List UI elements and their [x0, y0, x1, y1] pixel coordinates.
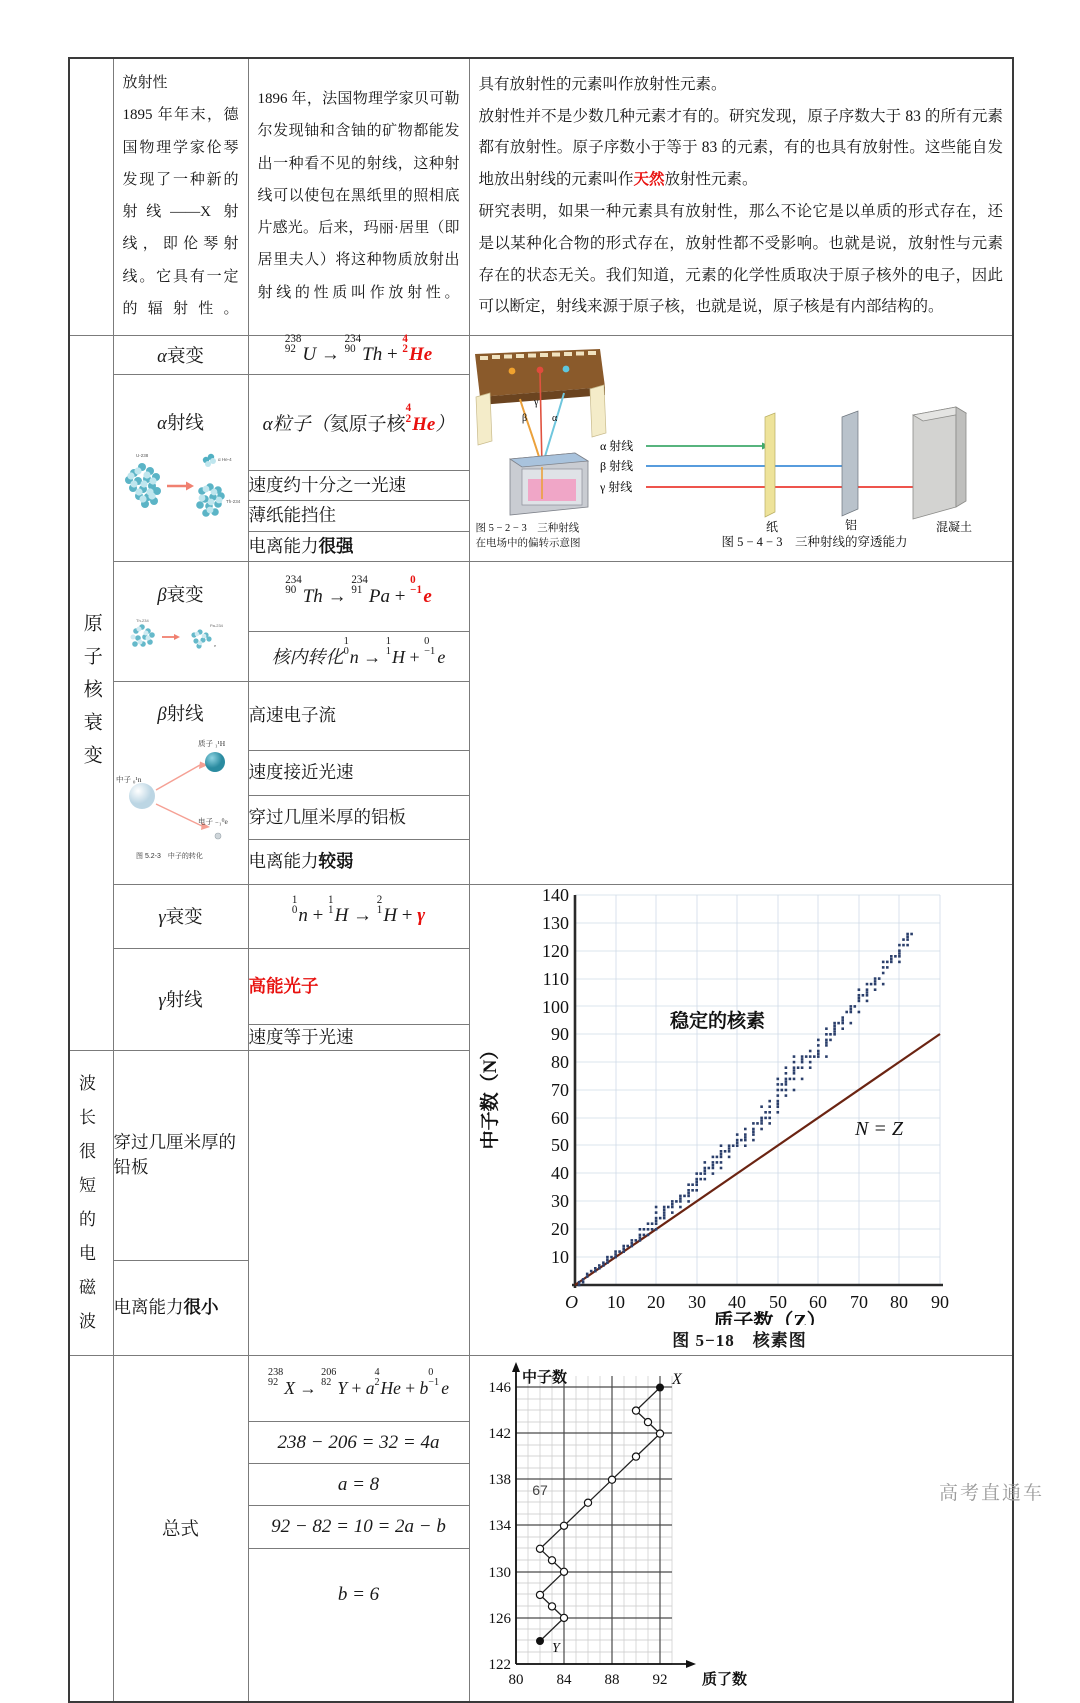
beta-conversion-equation: 核内转化 1 0 n → 1 1 H + 0 −1 e	[271, 636, 446, 668]
origin-label: O	[564, 1291, 578, 1312]
cell-gamma-ray-label	[113, 949, 248, 1051]
svg-text:50: 50	[768, 1291, 787, 1312]
cell-alpha-decay-label	[113, 336, 248, 375]
cell-beta-ray-label	[113, 681, 248, 884]
svg-text:10: 10	[606, 1291, 625, 1312]
total-step-2: a = 8	[248, 1464, 469, 1506]
decay-chart-svg	[476, 1356, 776, 1696]
gamma-photon: 高能光子	[248, 949, 469, 1025]
svg-text:134: 134	[488, 1517, 511, 1534]
svg-text:60: 60	[808, 1291, 827, 1312]
cell-alpha-particle	[248, 375, 469, 471]
beta-penetration: 穿过几厘米厚的铝板	[248, 795, 469, 840]
nuclide-chart-svg	[470, 885, 1010, 1325]
total-equation: 238 92 X → 206 82 Y + a 4 2 He + b 0 −1 e	[268, 1367, 449, 1398]
radioactivity-para-2	[479, 101, 1004, 196]
gamma-ionization: 电离能力很小	[113, 1260, 248, 1355]
beta-ionization: 电离能力较弱	[248, 840, 469, 885]
gamma-decay-equation: 1 0 n + 1 1 H → 2 1 H + γ	[291, 893, 426, 927]
svg-text:88: 88	[604, 1671, 619, 1688]
beta-ray-illustration	[114, 732, 248, 871]
beta-speed: 速度接近光速	[248, 751, 469, 796]
svg-text:60: 60	[550, 1107, 569, 1128]
radioactivity-para-1: 具有放射性的元素叫作放射性元素。	[478, 75, 727, 93]
page-number: 67	[532, 1482, 548, 1498]
decay-xlabel: 质了数	[701, 1671, 747, 1688]
decay-ylabel: 中子数	[521, 1369, 567, 1386]
penetration-caption: 图 5 − 4 − 3 三种射线的穿透能力	[721, 534, 908, 549]
para2-pre: 放射性并不是少数几种元素才有的。研究发现，原子序数大于 83 的所有元素都有放射性。原子序数小于等于 83 的元素，有的也具有放射性。这些能自发地放出射线的元素叫作	[478, 107, 1003, 189]
table-row-beta-decay-1	[69, 562, 1013, 632]
alpha-shielding: 薄纸能挡住	[248, 501, 469, 531]
svg-text:146: 146	[488, 1379, 511, 1396]
cell-vertical-heading	[69, 336, 113, 1051]
gamma-speed: 速度等于光速	[248, 1024, 469, 1050]
svg-text:e: e	[213, 642, 216, 648]
svg-text:γ: γ	[533, 396, 538, 408]
rays-svg	[470, 349, 1010, 549]
natural-highlight: 天然	[633, 171, 665, 189]
svg-text:U-238: U-238	[135, 452, 148, 458]
cell-radioactivity-left	[113, 58, 248, 336]
beta-decay-illustration	[114, 613, 248, 668]
alpha-decay-label: α衰变	[157, 347, 204, 367]
label-Y: Y	[551, 1640, 560, 1656]
cell-nuclide-chart	[469, 884, 1013, 1355]
table-row-radioactivity	[69, 58, 1013, 336]
svg-text:100: 100	[541, 996, 569, 1017]
cell-total-equation	[248, 1355, 469, 1421]
svg-text:中子 ₀¹n: 中子 ₀¹n	[115, 775, 141, 785]
svg-text:铝: 铝	[844, 517, 857, 532]
table-row-alpha-decay	[69, 336, 1013, 375]
decay-path-chart	[476, 1356, 776, 1701]
beta-decay-svg	[114, 613, 247, 663]
nuclide-chart	[470, 885, 1010, 1355]
svg-text:纸: 纸	[765, 519, 778, 534]
svg-text:30: 30	[687, 1291, 706, 1312]
svg-text:质子 ₁¹H: 质子 ₁¹H	[197, 739, 225, 749]
alpha-particle-text: α粒子（氦原子核 4 2 He）	[262, 402, 455, 435]
svg-text:20: 20	[646, 1291, 665, 1312]
table-row-total-1	[69, 1355, 1013, 1421]
cell-alpha-ray-label	[113, 375, 248, 562]
svg-text:90: 90	[550, 1023, 569, 1044]
radioactivity-middle-paragraph: 1896 年，法国物理学家贝可勒尔发现铀和含铀的矿物都能发出一种看不见的射线，这种射线可以使包在黑纸里的照相底片感光。后来，玛丽·居里（即居里夫人）将这种物质放射出射线的性质叫作放射性。	[257, 91, 460, 301]
neutron-conversion-svg	[114, 732, 247, 866]
beta-ray-label: β射线	[157, 705, 204, 726]
svg-text:140: 140	[541, 884, 569, 905]
radioactivity-para-3: 研究表明，如果一种元素具有放射性，那么不论它是以单质的形式存在，还是以某种化合物的形式存在，放射性都不受影响。也就是说，放射性与元素存在的状态无关。我们知道，元素的化学性质取决于原子核外的电子，因此可以断定，射线来源于原子核，也就是说，原子核是有内部结构的。	[478, 203, 1003, 316]
alpha-illustration	[114, 441, 248, 538]
alpha-decay-equation: 238 92 U → 234 90 Th + 4 2 He	[284, 332, 433, 365]
cell-radioactivity-middle	[248, 58, 469, 336]
svg-text:130: 130	[488, 1564, 511, 1581]
cell-decay-chart	[469, 1355, 1013, 1702]
beta-decay-equation: 234 90 Th → 234 91 Pa + 0 −1 e	[285, 574, 432, 607]
svg-text:γ 射线: γ 射线	[599, 479, 632, 494]
svg-text:142: 142	[488, 1425, 511, 1442]
main-table	[68, 57, 1014, 1703]
alpha-decay-svg	[114, 441, 247, 533]
svg-text:50: 50	[550, 1134, 569, 1155]
total-step-3: 92 − 82 = 10 = 2a − b	[248, 1506, 469, 1548]
total-step-1: 238 − 206 = 32 = 4a	[248, 1421, 469, 1463]
svg-text:图 5.2-3 中子的转化: 图 5.2-3 中子的转化	[135, 853, 203, 861]
svg-text:电子 ₋₁⁰e: 电子 ₋₁⁰e	[197, 817, 228, 827]
cell-beta-decay-label	[113, 562, 248, 681]
svg-text:120: 120	[541, 940, 569, 961]
cell-empty-bottomleft	[69, 1355, 113, 1702]
total-step-4: b = 6	[248, 1548, 469, 1702]
svg-text:40: 40	[727, 1291, 746, 1312]
beta-electron-flow: 高速电子流	[248, 681, 469, 751]
svg-text:α He-4: α He-4	[217, 456, 232, 462]
svg-text:Th-234: Th-234	[135, 617, 149, 623]
gamma-decay-label: γ衰变	[158, 908, 203, 929]
svg-text:122: 122	[488, 1656, 511, 1673]
vertical-heading-text: 原子核衰变	[80, 613, 102, 779]
svg-text:80: 80	[508, 1671, 523, 1688]
gamma-ray-label: γ射线	[158, 991, 203, 1012]
svg-text:138: 138	[488, 1471, 511, 1488]
svg-text:30: 30	[550, 1190, 569, 1211]
cell-alpha-decay-equation	[248, 332, 469, 375]
deflection-caption: 图 5 − 2 − 3 三种射线 在电场中的偏转示意图	[475, 522, 581, 549]
svg-text:Th-234: Th-234	[225, 498, 240, 504]
svg-text:130: 130	[541, 912, 569, 933]
svg-text:80: 80	[889, 1291, 908, 1312]
svg-text:β 射线: β 射线	[599, 458, 633, 473]
svg-text:92: 92	[652, 1671, 667, 1688]
label-X: X	[671, 1370, 682, 1388]
nz-line	[575, 1034, 940, 1285]
cell-empty-topleft	[69, 58, 113, 336]
penetration-diagram	[599, 407, 972, 534]
svg-text:10: 10	[550, 1246, 569, 1267]
nuclide-ylabel: 中子数（N）	[479, 1040, 501, 1150]
stable-annotation: 稳定的核素	[669, 1010, 765, 1032]
figure-rays	[470, 349, 1010, 549]
cell-gamma-decay-label	[113, 884, 248, 948]
beta-decay-label: β衰变	[157, 585, 204, 606]
svg-text:40: 40	[550, 1162, 569, 1183]
cell-total-label	[113, 1355, 248, 1702]
cell-gamma-wave-label	[69, 1050, 113, 1355]
svg-text:126: 126	[488, 1610, 511, 1627]
radioactivity-title: 放射性	[122, 75, 168, 91]
svg-text:70: 70	[849, 1291, 868, 1312]
watermark: 高考直通车	[938, 1483, 1044, 1504]
svg-text:84: 84	[556, 1671, 571, 1688]
deflection-apparatus	[475, 349, 606, 515]
svg-text:110: 110	[542, 968, 569, 989]
nuclide-chart-title: 图 5−18 核素图	[672, 1330, 807, 1350]
gamma-wave-label: 波长很短的电磁波	[79, 1073, 96, 1331]
cell-figures-top	[469, 336, 1013, 562]
svg-text:90: 90	[930, 1291, 949, 1312]
svg-text:Pa-234: Pa-234	[209, 622, 223, 628]
table-row-gamma-decay	[69, 884, 1013, 948]
total-label: 总式	[161, 1520, 199, 1541]
stable-nuclide-points	[577, 932, 912, 1286]
cell-beta-conversion	[248, 632, 469, 681]
table-row-beta-ray-1	[69, 681, 1013, 751]
svg-text:β: β	[521, 412, 527, 424]
nz-label: N = Z	[854, 1117, 903, 1140]
nuclide-xlabel: 质子数（Z）	[712, 1310, 827, 1325]
alpha-speed: 速度约十分之一光速	[248, 470, 469, 500]
alpha-ray-label: α射线	[157, 413, 204, 434]
para2-post: 放射性元素。	[664, 171, 758, 189]
radioactivity-left-paragraph: 1895 年年末，德国物理学家伦琴发现了一种新的射线——X 射线，即伦琴射线。它具有一定的辐射性。	[122, 107, 239, 317]
svg-text:α: α	[551, 412, 557, 424]
svg-text:α 射线: α 射线	[599, 438, 633, 453]
cell-gamma-decay-equation	[248, 884, 469, 948]
gamma-penetration: 穿过几厘米厚的铅板	[113, 1050, 248, 1260]
alpha-ionization: 电离能力很强	[248, 531, 469, 562]
svg-text:混凝土: 混凝土	[935, 519, 972, 534]
svg-text:80: 80	[550, 1051, 569, 1072]
svg-text:70: 70	[550, 1079, 569, 1100]
cell-radioactivity-right	[469, 58, 1013, 336]
conversion-prefix: 核内转化	[271, 647, 344, 668]
svg-text:20: 20	[550, 1218, 569, 1239]
cell-beta-decay-equation	[248, 562, 469, 632]
